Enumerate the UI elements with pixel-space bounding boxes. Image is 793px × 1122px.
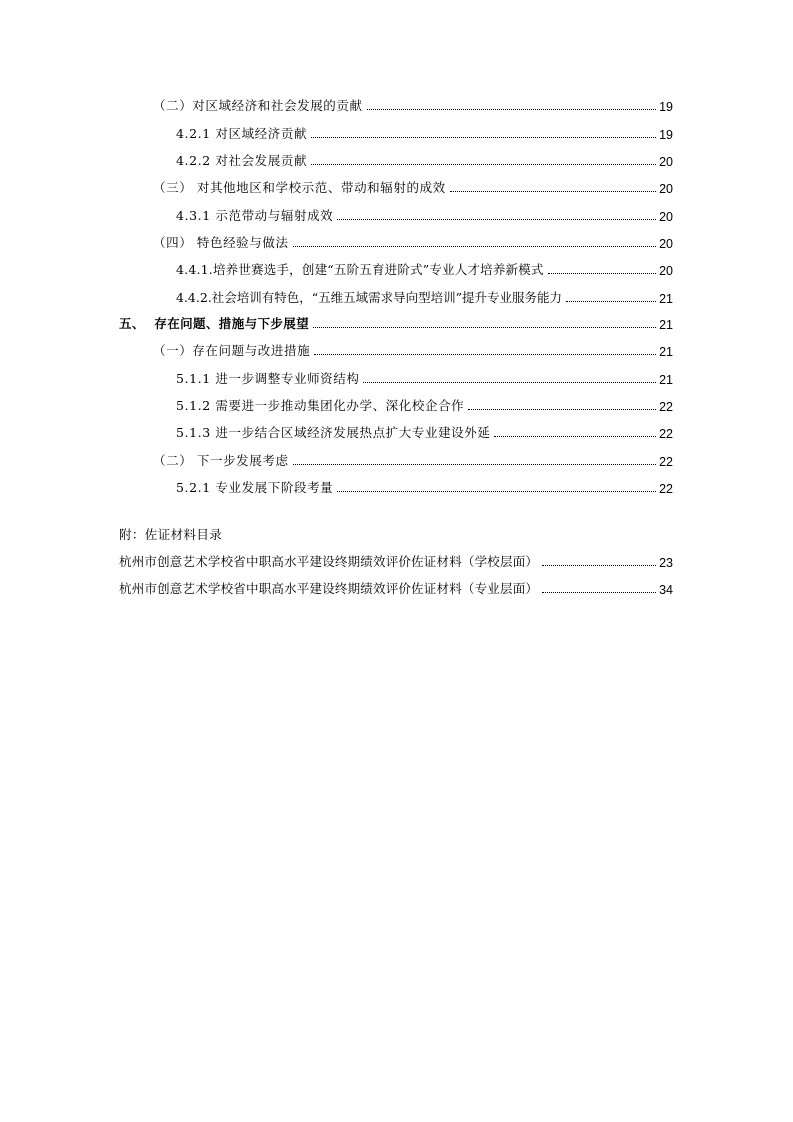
dot-leader	[548, 273, 656, 274]
toc-entry-label: 4.2.1 对区域经济贡献	[176, 126, 308, 141]
dot-leader	[542, 565, 656, 566]
toc-entry	[176, 288, 673, 306]
toc-entry-label: （三） 对其他地区和学校示范、带动和辐射的成效	[153, 180, 446, 195]
toc-entry-page: 21	[659, 373, 673, 387]
appendix-entry	[119, 552, 673, 570]
toc-entry	[153, 341, 673, 359]
appendix-entry-page: 34	[659, 583, 673, 597]
toc-entry-page: 19	[659, 128, 673, 142]
toc-entry-label: 5.1.1 进一步调整专业师资结构	[176, 371, 360, 386]
toc-entry-page: 22	[659, 482, 673, 496]
toc-entry-page: 21	[659, 318, 673, 332]
toc-entry-page: 21	[659, 345, 673, 359]
dot-leader	[468, 409, 656, 410]
dot-leader	[311, 137, 656, 138]
toc-entry-page: 22	[659, 455, 673, 469]
toc-entry-page: 22	[659, 400, 673, 414]
dot-leader	[337, 219, 656, 220]
toc-entry	[153, 96, 673, 114]
toc-entry-label: 4.2.2 对社会发展贡献	[176, 153, 308, 168]
dot-leader	[542, 592, 656, 593]
dot-leader	[363, 382, 656, 383]
toc-entry-label: （二） 下一步发展考虑	[153, 453, 289, 468]
toc-entry	[153, 233, 673, 251]
appendix-entry-label: 杭州市创意艺术学校省中职高水平建设终期绩效评价佐证材料（专业层面）	[119, 581, 539, 596]
dot-leader	[293, 246, 657, 247]
dot-leader	[293, 464, 657, 465]
toc-entry-label: 4.3.1 示范带动与辐射成效	[176, 208, 334, 223]
dot-leader	[566, 301, 656, 302]
dot-leader	[367, 109, 656, 110]
appendix-heading: 附：佐证材料目录	[119, 527, 223, 542]
dot-leader	[450, 191, 656, 192]
appendix-entry	[119, 579, 673, 597]
toc-entry-label: 五、 存在问题、措施与下步展望	[119, 316, 310, 331]
toc-entry	[176, 206, 673, 224]
toc-entry-page: 20	[659, 155, 673, 169]
toc-entry	[153, 178, 673, 196]
toc-entry-page: 21	[659, 292, 673, 306]
toc-entry-page: 22	[659, 427, 673, 441]
toc-entry-page: 20	[659, 182, 673, 196]
toc-entry-label: 4.4.2.社会培训有特色，“五维五域需求导向型培训”提升专业服务能力	[176, 290, 563, 305]
toc-entry-label: 5.1.2 需要进一步推动集团化办学、深化校企合作	[176, 398, 465, 413]
appendix-entry-page: 23	[659, 556, 673, 570]
toc-entry	[176, 151, 673, 169]
toc-entry	[153, 451, 673, 469]
toc-entry	[176, 423, 673, 441]
toc-chapter-entry	[119, 314, 673, 332]
toc-entry-page: 20	[659, 210, 673, 224]
toc-entry-page: 20	[659, 264, 673, 278]
dot-leader	[314, 354, 656, 355]
toc-entry	[176, 260, 673, 278]
toc-entry-page: 20	[659, 237, 673, 251]
toc-entry-page: 19	[659, 100, 673, 114]
toc-entry	[176, 124, 673, 142]
toc-entry-label: （四） 特色经验与做法	[153, 235, 289, 250]
toc-entry-label: （二）对区域经济和社会发展的贡献	[153, 98, 363, 113]
toc-entry	[176, 369, 673, 387]
dot-leader	[311, 164, 656, 165]
dot-leader	[494, 436, 656, 437]
toc-entry	[176, 396, 673, 414]
toc-entry-label: 5.1.3 进一步结合区域经济发展热点扩大专业建设外延	[176, 425, 491, 440]
dot-leader	[337, 491, 656, 492]
toc-entry-label: 4.4.1.培养世赛选手，创建“五阶五育进阶式”专业人才培养新模式	[176, 262, 544, 277]
appendix-entry-label: 杭州市创意艺术学校省中职高水平建设终期绩效评价佐证材料（学校层面）	[119, 554, 539, 569]
toc-entry-label: 5.2.1 专业发展下阶段考量	[176, 480, 334, 495]
toc-entry-label: （一）存在问题与改进措施	[153, 343, 311, 358]
dot-leader	[313, 327, 656, 328]
toc-entry	[176, 478, 673, 496]
